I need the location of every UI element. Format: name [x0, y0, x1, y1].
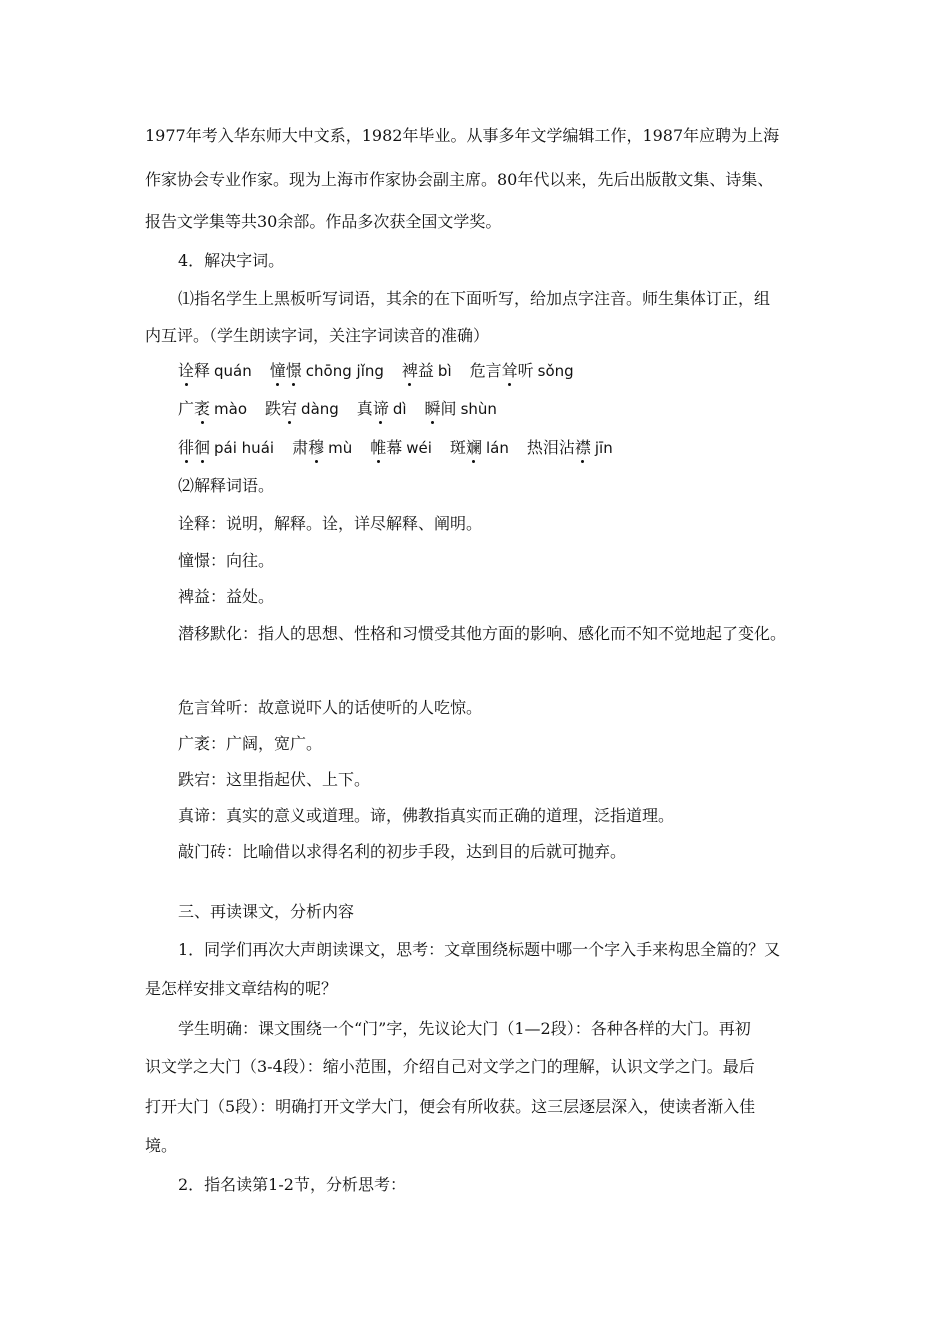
definition-qianyimohua: 潜移默化：指人的思想、性格和习惯受其他方面的影响、感化而不知不觉地起了变化。: [178, 624, 787, 643]
step-1-line-2: 内互评。（学生朗读字词，关注字词读音的准确）: [145, 326, 490, 345]
vocab-word-text: 广: [178, 399, 195, 418]
emphasis-dotted-char: 诠: [178, 361, 195, 380]
vocab-word: [178, 361, 252, 381]
emphasis-dotted-char: 宕: [281, 399, 298, 418]
pinyin: mào: [214, 400, 248, 418]
definition-chongjing: 憧憬：向往。: [178, 551, 275, 570]
emphasis-dotted-char: 谛: [372, 399, 389, 418]
intro-line-3: 报告文学集等共30余部。作品多次获全国文学奖。: [145, 212, 502, 231]
vocab-row-3: [178, 438, 631, 458]
pinyin: dì: [392, 400, 407, 418]
pinyin: shùn: [460, 400, 497, 418]
answer-line-4: 境。: [145, 1136, 178, 1155]
pinyin: jīn: [594, 439, 613, 457]
answer-line-2: 识文学之大门（3-4段）：缩小范围，介绍自己对文学之门的理解，认识文学之门。最后: [145, 1057, 755, 1076]
emphasis-dotted-char: 襟: [574, 438, 591, 457]
intro-line-1: 1977年考入华东师大中文系，1982年毕业。从事多年文学编辑工作，1987年应聘为上海: [145, 126, 780, 145]
vocab-word-text: 热泪沾: [526, 438, 575, 457]
emphasis-dotted-char: 徊: [194, 438, 211, 457]
definition-biyi: 裨益：益处。: [178, 587, 275, 606]
vocab-word: [357, 399, 407, 419]
vocab-word: [370, 438, 432, 458]
vocab-word-text: 释: [194, 361, 211, 380]
definition-zhendi: 真谛：真实的意义或道理。谛，佛教指真实而正确的道理，泛指道理。: [178, 806, 675, 825]
pinyin: lán: [485, 439, 509, 457]
vocab-word: [425, 399, 497, 419]
section-4-title: 4．解决字词。: [178, 251, 285, 270]
emphasis-dotted-char: 裨: [401, 361, 418, 380]
vocab-row-2: [178, 399, 515, 419]
intro-line-2: 作家协会专业作家。现为上海市作家协会副主席。80年代以来，先后出版散文集、诗集、: [145, 170, 774, 189]
vocab-word: [292, 438, 352, 458]
definition-quanshi: 诠释：说明，解释。诠，详尽解释、阐明。: [178, 514, 483, 533]
pinyin: quán: [214, 362, 252, 380]
pinyin: mù: [328, 439, 353, 457]
question-2: 2．指名读第1-2节，分析思考：: [178, 1175, 406, 1194]
emphasis-dotted-char: 徘: [178, 438, 195, 457]
vocab-word: [178, 399, 247, 419]
vocab-row-1: [178, 361, 592, 381]
vocab-word-text: 危言: [469, 361, 502, 380]
pinyin: dàng: [301, 400, 339, 418]
vocab-word-text: 跌: [265, 399, 282, 418]
definition-qiaomenzhuan: 敲门砖：比喻借以求得名利的初步手段，达到目的后就可抛弃。: [178, 842, 627, 861]
vocab-word-text: 真: [356, 399, 373, 418]
definition-diedang: 跌宕：这里指起伏、上下。: [178, 770, 371, 789]
vocab-word: [470, 361, 574, 381]
emphasis-dotted-char: 憬: [285, 361, 302, 380]
vocab-word-text: 益: [417, 361, 434, 380]
definition-guangmao: 广袤：广阔，宽广。: [178, 734, 323, 753]
answer-line-3: 打开大门（5段）：明确打开文学大门，便会有所收获。这三层逐层深入，使读者渐入佳: [145, 1097, 756, 1116]
step-1-line-1: ⑴指名学生上黑板听写词语，其余的在下面听写，给加点字注音。师生集体订正，组: [178, 289, 771, 308]
vocab-word-text: 听: [517, 361, 534, 380]
pinyin: wéi: [406, 439, 432, 457]
question-1-line-2: 是怎样安排文章结构的呢？: [145, 979, 338, 998]
vocab-word: [402, 361, 452, 381]
emphasis-dotted-char: 瞬: [424, 399, 441, 418]
vocab-word-text: 肃: [292, 438, 309, 457]
vocab-word-text: 间: [440, 399, 457, 418]
pinyin: chōng jǐng: [305, 362, 384, 380]
question-1-line-1: 1．同学们再次大声朗读课文，思考：文章围绕标题中哪一个字入手来构思全篇的？又: [178, 940, 781, 959]
pinyin: sǒng: [537, 362, 574, 380]
emphasis-dotted-char: 穆: [308, 438, 325, 457]
emphasis-dotted-char: 耸: [501, 361, 518, 380]
pinyin: pái huái: [214, 439, 275, 457]
emphasis-dotted-char: 帷: [370, 438, 387, 457]
emphasis-dotted-char: 斓: [465, 438, 482, 457]
vocab-word: [265, 399, 339, 419]
answer-line-1: 学生明确：课文围绕一个“门”字，先议论大门（1—2段）：各种各样的大门。再初: [178, 1019, 751, 1038]
vocab-word: [450, 438, 509, 458]
section-3-title: 三、再读课文，分析内容: [178, 902, 355, 921]
vocab-word-text: 幕: [386, 438, 403, 457]
definition-weiyansongting: 危言耸听：故意说吓人的话使听的人吃惊。: [178, 698, 483, 717]
vocab-word: [527, 438, 613, 458]
emphasis-dotted-char: 憧: [269, 361, 286, 380]
vocab-word: [178, 438, 274, 458]
vocab-word: [270, 361, 384, 381]
pinyin: bì: [437, 362, 452, 380]
vocab-word-text: 斑: [449, 438, 466, 457]
step-2-title: ⑵解释词语。: [178, 476, 275, 495]
emphasis-dotted-char: 袤: [194, 399, 211, 418]
